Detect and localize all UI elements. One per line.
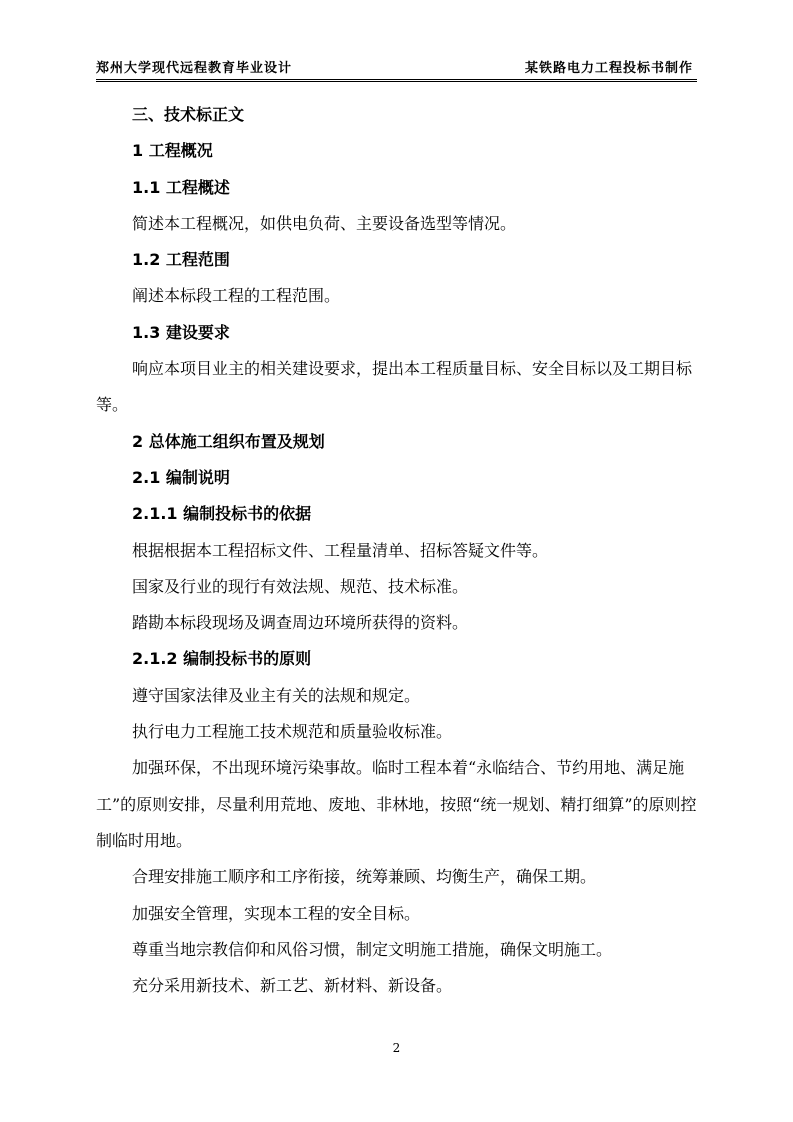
paragraph: 响应本项目业主的相关建设要求，提出本工程质量目标、安全目标以及工期目标等。 xyxy=(96,359,693,415)
chapter-heading: 2 总体施工组织布置及规划 xyxy=(132,431,325,451)
paragraph: 国家及行业的现行有效法规、规范、技术标准。 xyxy=(132,576,469,596)
section-heading: 三、技术标正文 xyxy=(132,105,245,124)
header-left-title: 郑州大学现代远程教育毕业设计 xyxy=(96,61,293,76)
subsection-heading: 2.1 编制说明 xyxy=(132,467,230,487)
sub-subsection-heading: 2.1.2 编制投标书的原则 xyxy=(132,649,312,669)
paragraph: 踏勘本标段现场及调查周边环境所获得的资料。 xyxy=(132,613,469,633)
page-header xyxy=(96,57,697,82)
paragraph: 根据根据本工程招标文件、工程量清单、招标答疑文件等。 xyxy=(132,540,549,560)
paragraph: 阐述本标段工程的工程范围。 xyxy=(132,286,341,306)
paragraph: 执行电力工程施工技术规范和质量验收标准。 xyxy=(132,722,453,742)
paragraph: 遵守国家法律及业主有关的法规和规定。 xyxy=(132,685,421,705)
subsection-heading: 1.3 建设要求 xyxy=(132,322,230,342)
paragraph: 充分采用新技术、新工艺、新材料、新设备。 xyxy=(132,976,453,996)
page-number: 2 xyxy=(392,1041,401,1055)
paragraph: 简述本工程概况，如供电负荷、主要设备选型等情况。 xyxy=(132,213,517,233)
sub-subsection-heading: 2.1.1 编制投标书的依据 xyxy=(132,504,312,524)
paragraph: 加强安全管理，实现本工程的安全目标。 xyxy=(132,903,421,923)
subsection-heading: 1.1 工程概述 xyxy=(132,177,230,197)
header-right-title: 某铁路电力工程投标书制作 xyxy=(524,61,693,76)
paragraph: 尊重当地宗教信仰和风俗习惯，制定文明施工措施，确保文明施工。 xyxy=(132,939,613,959)
chapter-heading: 1 工程概况 xyxy=(132,141,213,161)
paragraph: 加强环保，不出现环境污染事故。临时工程本着“永临结合、节约用地、满足施工”的原则安排，尽量利用荒地、废地、非林地，按照“统一规划、精打细算”的原则控制临时用地。 xyxy=(96,758,697,850)
document-body xyxy=(96,97,697,1004)
paragraph: 合理安排施工顺序和工序衔接，统筹兼顾、均衡生产，确保工期。 xyxy=(132,867,597,887)
subsection-heading: 1.2 工程范围 xyxy=(132,250,230,270)
